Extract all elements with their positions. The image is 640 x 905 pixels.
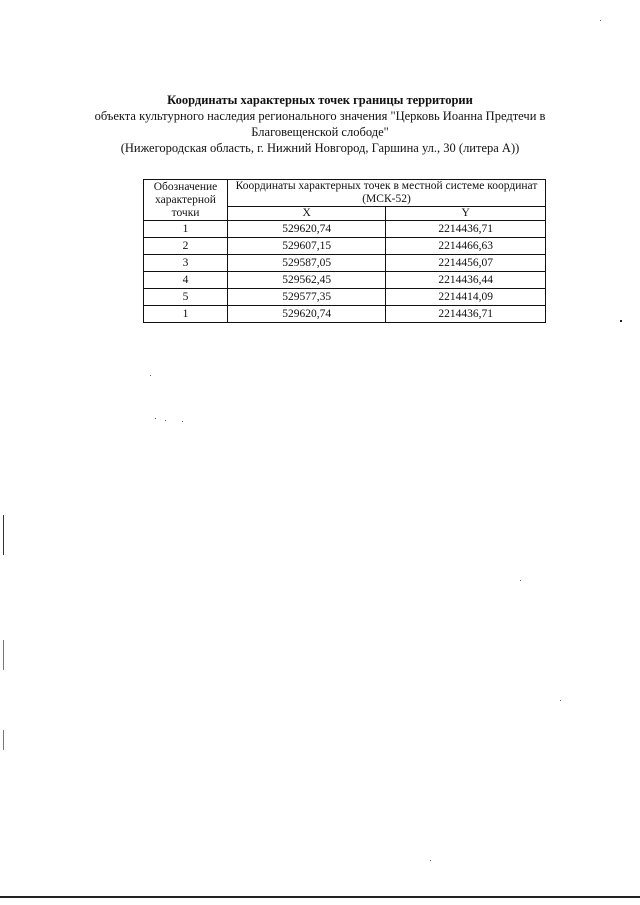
header-y: Y — [386, 207, 546, 221]
table-row — [144, 238, 546, 255]
header-coordinates-system: Координаты характерных точек в местной системе координат (МСК-52) — [228, 180, 546, 207]
table-row — [144, 306, 546, 323]
cell-x: 529562,45 — [228, 272, 386, 289]
cell-y: 2214414,09 — [386, 289, 546, 306]
header-point-designation: Обозначение характерной точки — [144, 180, 228, 221]
scan-edge-mark-left-1 — [3, 515, 4, 555]
scan-speck — [620, 320, 622, 322]
scan-speck — [430, 860, 431, 861]
cell-point: 1 — [144, 306, 228, 323]
scan-edge-mark-left-3 — [3, 730, 4, 750]
table-row — [144, 289, 546, 306]
scan-speck — [520, 580, 521, 581]
scan-bottom-edge — [0, 896, 640, 898]
scan-speck — [600, 20, 601, 21]
scan-speck — [560, 700, 561, 701]
cell-y: 2214436,44 — [386, 272, 546, 289]
document-subtitle-line-2: Благовещенской слободе" — [251, 125, 389, 139]
cell-point: 2 — [144, 238, 228, 255]
cell-x: 529620,74 — [228, 221, 386, 238]
table-row — [144, 221, 546, 238]
cell-y: 2214456,07 — [386, 255, 546, 272]
document-subtitle-line-1: объекта культурного наследия регионального значения "Церковь Иоанна Предтечи в — [94, 109, 546, 123]
scan-speck — [155, 418, 156, 419]
cell-point: 1 — [144, 221, 228, 238]
scan-speck — [150, 375, 151, 376]
scan-speck — [182, 421, 183, 422]
table-row — [144, 272, 546, 289]
cell-point: 4 — [144, 272, 228, 289]
scan-edge-mark-left-2 — [3, 640, 4, 670]
coordinates-table — [143, 179, 546, 323]
cell-x: 529577,35 — [228, 289, 386, 306]
cell-x: 529607,15 — [228, 238, 386, 255]
cell-x: 529587,05 — [228, 255, 386, 272]
scan-speck — [165, 420, 166, 421]
cell-y: 2214436,71 — [386, 221, 546, 238]
cell-y: 2214436,71 — [386, 306, 546, 323]
table-row — [144, 255, 546, 272]
document-subtitle-line-3: (Нижегородская область, г. Нижний Новгород, Гаршина ул., 30 (литера А)) — [120, 141, 520, 155]
cell-x: 529620,74 — [228, 306, 386, 323]
cell-point: 3 — [144, 255, 228, 272]
cell-y: 2214466,63 — [386, 238, 546, 255]
document-heading — [80, 92, 560, 156]
document-title: Координаты характерных точек границы территории — [167, 93, 473, 107]
header-x: X — [228, 207, 386, 221]
cell-point: 5 — [144, 289, 228, 306]
